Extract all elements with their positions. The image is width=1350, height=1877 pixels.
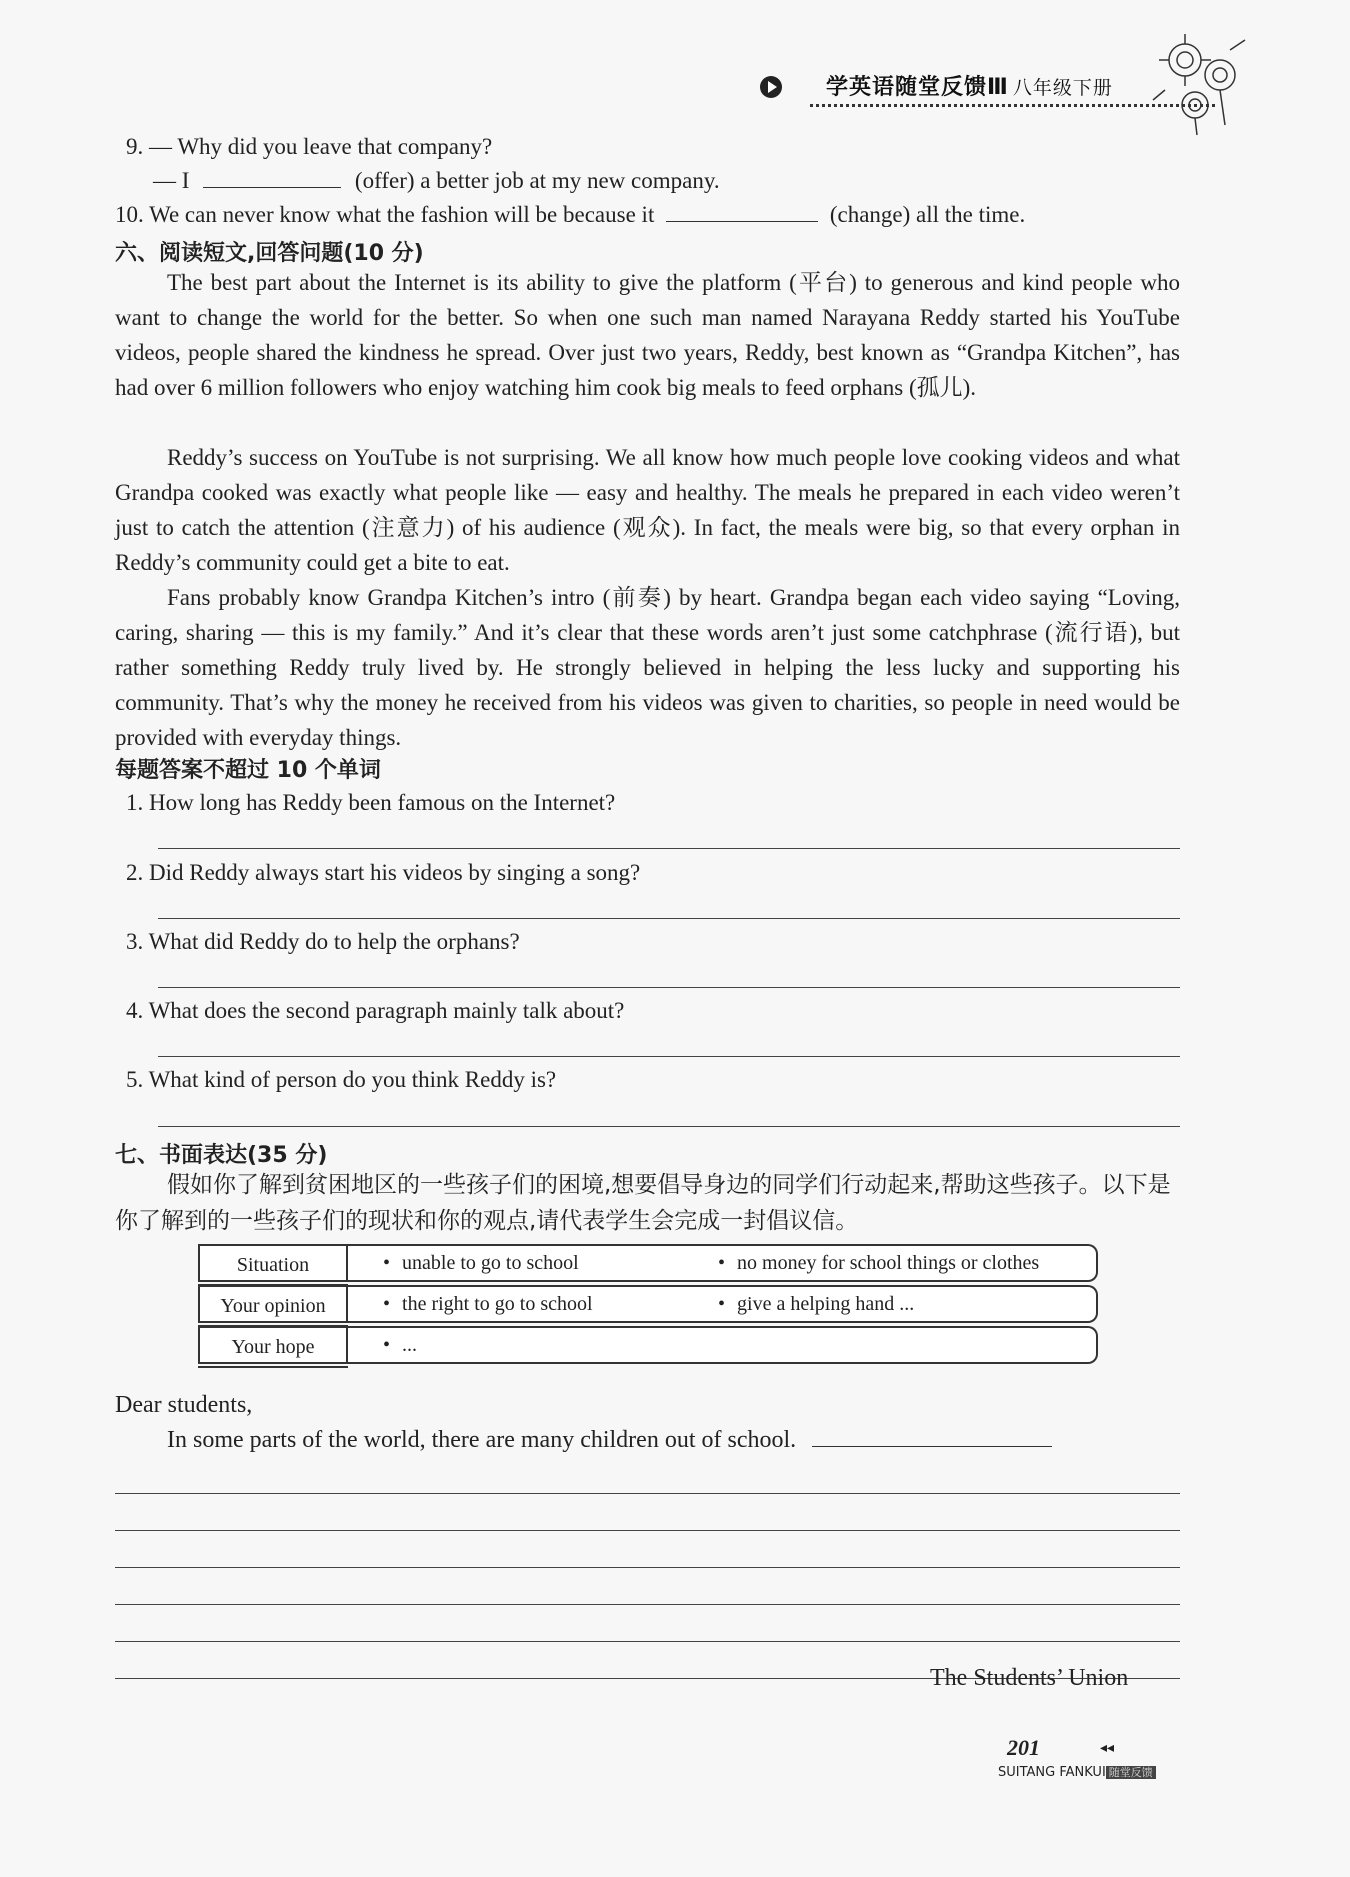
question-9-prefix: — I (153, 168, 190, 193)
table-row-hope (198, 1326, 1098, 1364)
question-9-line-1: 9. — Why did you leave that company? (126, 134, 493, 159)
arrow-left-icon: ◂◂ (1100, 1741, 1115, 1756)
question-9-suffix: (offer) a better job at my new company. (354, 168, 720, 193)
bullet-item: • no money for school things or clothes (718, 1246, 1039, 1280)
bullet-item: • unable to go to school (383, 1246, 579, 1280)
passage-paragraph-2: Reddy’s success on YouTube is not surprising. We all know how much people love cooking videos and what Grandpa cooked was exactly what people like — easy and healthy. The meals he prepared in each video weren’t just to catch the attention (注意力) of his audience (观众). In fact, the meals were big, so that every orphan in Reddy’s community could get a bite to eat. (115, 445, 1180, 575)
writing-blank[interactable] (812, 1424, 1052, 1447)
writing-prompt: 假如你了解到贫困地区的一些孩子们的困境,想要倡导身边的同学们行动起来,帮助这些孩子。以下是你了解到的一些孩子们的现状和你的观点,请代表学生会完成一封倡议信。 (115, 1172, 1171, 1234)
section-7-heading: 七、书面表达(35 分) (115, 1143, 328, 1168)
question-9-line-2 (153, 163, 720, 198)
writing-line-1[interactable] (115, 1493, 1180, 1494)
letter-signoff: The Students’ Union (930, 1665, 1129, 1691)
answer-line-5[interactable] (158, 1126, 1180, 1127)
question-5: 5. What kind of person do you think Reddy is? (126, 1067, 557, 1092)
question-10-suffix: (change) all the time. (829, 202, 1026, 227)
answer-line-4[interactable] (158, 1056, 1180, 1057)
row-label-opinion: Your opinion (198, 1285, 348, 1323)
play-icon (760, 76, 782, 98)
bullet-item: • give a helping hand ... (718, 1287, 914, 1321)
question-10-prefix: 10. We can never know what the fashion will be because it (115, 202, 655, 227)
question-4: 4. What does the second paragraph mainly talk about? (126, 998, 625, 1023)
question-10-blank[interactable] (666, 199, 818, 222)
writing-line-2[interactable] (115, 1530, 1180, 1531)
bullet-item: • ... (383, 1328, 417, 1362)
footer-brand (998, 1764, 1156, 1780)
question-2: 2. Did Reddy always start his videos by singing a song? (126, 860, 641, 885)
question-3: 3. What did Reddy do to help the orphans? (126, 929, 520, 954)
row-content-situation (348, 1244, 1098, 1282)
letter-greeting: Dear students, (115, 1392, 253, 1418)
page-header (760, 70, 1200, 110)
answer-instruction: 每题答案不超过 10 个单词 (115, 758, 381, 783)
page-number: 201 (1007, 1735, 1040, 1760)
answer-line-3[interactable] (158, 987, 1180, 988)
header-subtitle: 八年级下册 (1012, 77, 1113, 99)
footer-tag: 随堂反馈 (1106, 1766, 1156, 1779)
question-1: 1. How long has Reddy been famous on the Internet? (126, 790, 616, 815)
answer-line-1[interactable] (158, 848, 1180, 849)
table-row-situation (198, 1244, 1098, 1282)
writing-line-5[interactable] (115, 1641, 1180, 1642)
row-label-hope: Your hope (198, 1326, 348, 1364)
writing-line-4[interactable] (115, 1604, 1180, 1605)
writing-line-3[interactable] (115, 1567, 1180, 1568)
letter-opening (167, 1423, 1052, 1458)
row-label-situation: Situation (198, 1244, 348, 1282)
table-row-opinion (198, 1285, 1098, 1323)
answer-line-2[interactable] (158, 918, 1180, 919)
passage-paragraph-1: The best part about the Internet is its ability to give the platform (平台) to generous and kind people who want to change the world for the better. So when one such man named Narayana Reddy started his YouTube videos, people shared the kindness he spread. Over just two years, Reddy, best known as “Grandpa Kitchen”, has had over 6 million followers who enjoy watching him cook big meals to feed orphans (孤儿). (115, 270, 1180, 400)
row-content-opinion (348, 1285, 1098, 1323)
question-10 (115, 197, 1025, 232)
passage-paragraph-3: Fans probably know Grandpa Kitchen’s intro (前奏) by heart. Grandpa began each video saying “Loving, caring, sharing — this is my family.” And it’s clear that these words aren’t just some catchphrase (流行语), but rather something Reddy truly lived by. He strongly believed in helping the less lucky and supporting his community. That’s why the money he received from his videos was given to charities, so people in need would be provided with everyday things. (115, 585, 1180, 750)
header-title: 学英语随堂反馈Ⅲ 八年级下册 (826, 75, 1113, 100)
flower-decoration-icon (1145, 30, 1255, 140)
row-content-hope (348, 1326, 1098, 1364)
letter-opening-text: In some parts of the world, there are many children out of school. (167, 1427, 797, 1453)
footer-brand-text: SUITANG FANKUI (998, 1765, 1106, 1780)
bullet-item: • the right to go to school (383, 1287, 593, 1321)
question-9-blank[interactable] (203, 165, 341, 188)
section-6-heading: 六、阅读短文,回答问题(10 分) (115, 241, 424, 266)
